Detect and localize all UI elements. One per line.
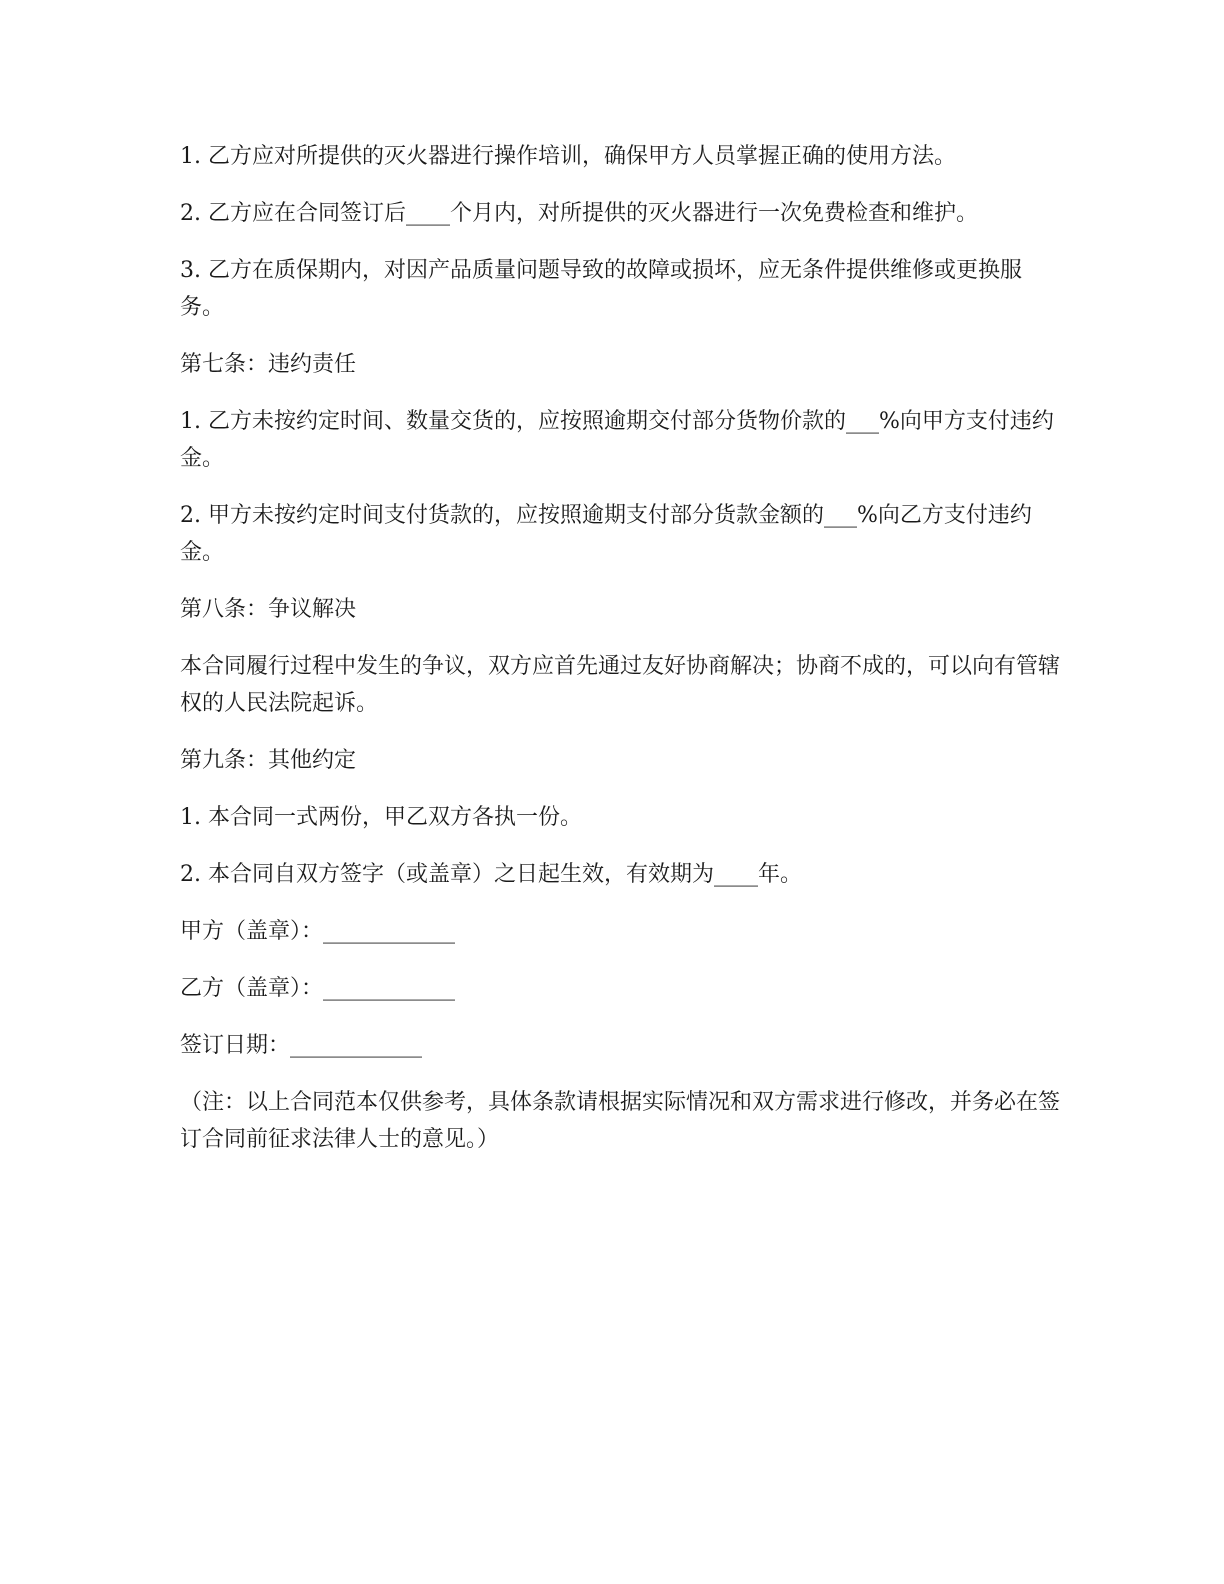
clause-8-text: 本合同履行过程中发生的争议，双方应首先通过友好协商解决；协商不成的，可以向有管辖权的人民法院起诉。 (180, 654, 1061, 716)
clause-7-item-1: 1. 乙方未按约定时间、数量交货的，应按照逾期交付部分货物价款的___%向甲方支付违约金。 (180, 409, 1054, 471)
section-heading-7: 第七条：违约责任 (180, 352, 357, 377)
party-a-signature-line: 甲方（盖章）：____________ (180, 919, 456, 944)
clause-7-item-2: 2. 甲方未按约定时间支付货款的，应按照逾期支付部分货款金额的___%向乙方支付违约金。 (180, 503, 1032, 565)
clause-6-item-1: 1. 乙方应对所提供的灭火器进行操作培训，确保甲方人员掌握正确的使用方法。 (180, 144, 956, 169)
signing-date-line: 签订日期：____________ (180, 1033, 423, 1058)
section-heading-8: 第八条：争议解决 (180, 597, 357, 622)
clause-6-item-2: 2. 乙方应在合同签订后____个月内，对所提供的灭火器进行一次免费检查和维护。 (180, 201, 978, 226)
clause-9-item-1: 1. 本合同一式两份，甲乙双方各执一份。 (180, 805, 582, 830)
document-page (180, 138, 1060, 1158)
section-heading-9: 第九条：其他约定 (180, 748, 357, 773)
disclaimer-note: （注：以上合同范本仅供参考，具体条款请根据实际情况和双方需求进行修改，并务必在签订合同前征求法律人士的意见。） (180, 1090, 1061, 1152)
clause-9-item-2: 2. 本合同自双方签字（或盖章）之日起生效，有效期为____年。 (180, 862, 802, 887)
clause-6-item-3: 3. 乙方在质保期内，对因产品质量问题导致的故障或损坏，应无条件提供维修或更换服务。 (180, 258, 1022, 320)
party-b-signature-line: 乙方（盖章）：____________ (180, 976, 456, 1001)
